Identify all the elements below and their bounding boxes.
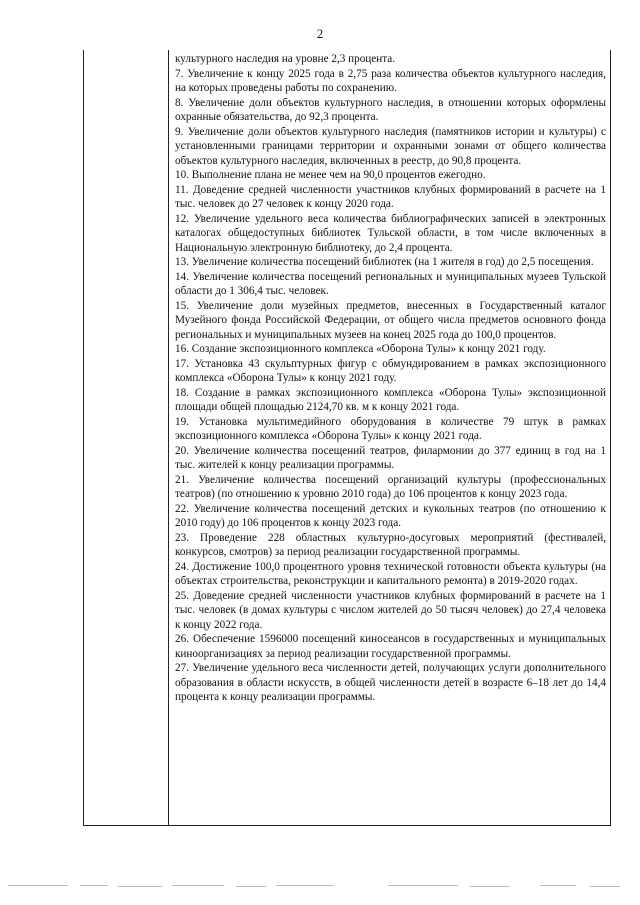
target-item-26: 26. Обеспечение 1596000 посещений киносеансов в государственных и муниципальных киноорганизациях за период реализации государственной программы.	[175, 633, 606, 660]
target-item-17: 17. Установка 43 скульптурных фигур с обмундированием в рамках экспозиционного комплекса «Оборона Тулы» к концу 2021 году.	[175, 357, 606, 384]
target-item-16: 16. Создание экспозиционного комплекса «Оборона Тулы» к концу 2021 году.	[175, 343, 546, 355]
paragraph-continuation: культурного наследия на уровне 2,3 процента.	[175, 53, 396, 65]
target-item-19: 19. Установка мультимедийного оборудования в количестве 79 штук в рамках экспозиционного комплекса «Оборона Тулы» к концу 2021 года.	[175, 415, 606, 442]
target-item-10: 10. Выполнение плана не менее чем на 90,0 процентов ежегодно.	[175, 169, 486, 181]
target-item-23: 23. Проведение 228 областных культурно-досуговых мероприятий (фестивалей, конкурсов, смотров) за период реализации государственной программы.	[175, 531, 606, 558]
target-item-12: 12. Увеличение удельного веса количества библиографических записей в электронных каталогах общедоступных библиотек Тульской области, в том числе включенных в Национальную электронную библиотеку, до 2,4 процента.	[175, 212, 606, 254]
target-item-24: 24. Достижение 100,0 процентного уровня технической готовности объекта культуры (на объектах строительства, реконструкции и капитального ремонта) в 2019-2020 годах.	[175, 560, 606, 587]
target-item-20: 20. Увеличение количества посещений театров, филармонии до 377 единиц в год на 1 тыс. жителей к концу реализации программы.	[175, 444, 606, 471]
target-item-25: 25. Доведение средней численности участников клубных формирований в расчете на 1 тыс. человек (в домах культуры с числом жителей до 50 тысяч человек) до 27,4 человека к концу 2022 года.	[175, 589, 606, 631]
scan-noise-strip	[0, 882, 640, 890]
targets-table	[83, 50, 611, 826]
column-divider	[168, 50, 169, 825]
target-item-18: 18. Создание в рамках экспозиционного комплекса «Оборона Тулы» экспозиционной площади общей площадью 2124,70 кв. м к концу 2021 года.	[175, 386, 606, 413]
target-item-22: 22. Увеличение количества посещений детских и кукольных театров (по отношению к 2010 году) до 106 процентов к концу 2023 года.	[175, 502, 606, 529]
targets-cell	[175, 52, 606, 705]
page-number: 2	[316, 26, 324, 41]
target-item-21: 21. Увеличение количества посещений организаций культуры (профессиональных театров) (по отношению к уровню 2010 года) до 106 процентов к концу 2023 года.	[175, 473, 606, 500]
target-item-14: 14. Увеличение количества посещений региональных и муниципальных музеев Тульской области до 1 306,4 тыс. человек.	[175, 270, 606, 297]
target-item-7: 7. Увеличение к концу 2025 года в 2,75 раза количества объектов культурного наследия, на которых проведены работы по сохранению.	[175, 67, 606, 94]
target-item-8: 8. Увеличение доли объектов культурного наследия, в отношении которых оформлены охранные обязательства, до 92,3 процента.	[175, 96, 606, 123]
target-item-9: 9. Увеличение доли объектов культурного наследия (памятников истории и культуры) с установленными границами территории и охранными зонами от общего количества объектов культурного наследия, включенных в реестр, до 90,8 процента.	[175, 125, 606, 167]
target-item-15: 15. Увеличение доли музейных предметов, внесенных в Государственный каталог Музейного фонда Российской Федерации, от общего числа предметов основного фонда региональных и муниципальных музеев на конец 2025 года до 100,0 процентов.	[175, 299, 606, 341]
target-item-11: 11. Доведение средней численности участников клубных формирований в расчете на 1 тыс. человек до 27 человек к концу 2020 года.	[175, 183, 606, 210]
target-item-13: 13. Увеличение количества посещений библиотек (на 1 жителя в год) до 2,5 посещения.	[175, 256, 594, 268]
target-item-27: 27. Увеличение удельного веса численности детей, получающих услуги дополнительного образования в области искусств, в общей численности детей в возрасте 6–18 лет до 14,4 процента к концу реализации программы.	[175, 662, 606, 703]
